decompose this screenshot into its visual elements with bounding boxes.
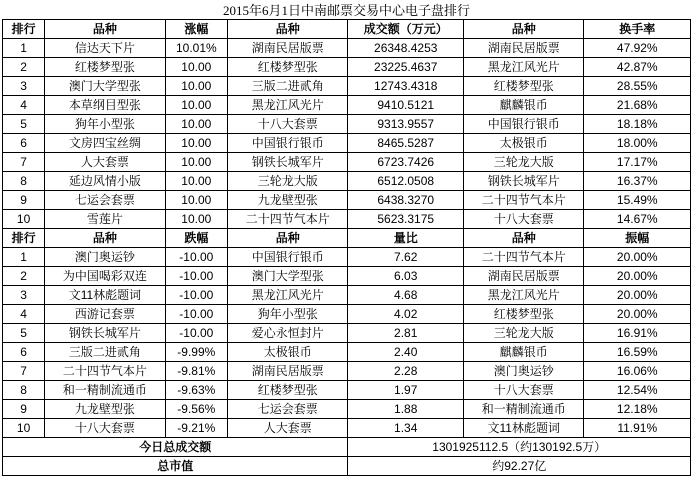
cell-variety-loss: 九龙壁型张 — [45, 400, 166, 419]
cell-variety-rate: 太极银币 — [463, 134, 584, 153]
cell-variety-volratio: 中国银行银币 — [227, 248, 348, 267]
cell-variety-gain: 澳门大学型张 — [45, 77, 166, 96]
cell-amplitude: 16.59% — [584, 343, 691, 362]
cell-rank: 8 — [3, 381, 45, 400]
cell-variety-gain: 七运会套票 — [45, 191, 166, 210]
table-header-row-losers — [3, 229, 691, 248]
cell-loss-pct: -10.00 — [165, 324, 227, 343]
cell-variety-rate: 麒麟银币 — [463, 96, 584, 115]
cell-gain-pct: 10.00 — [165, 153, 227, 172]
cell-rate: 21.68% — [584, 96, 691, 115]
cell-variety-loss: 十八大套票 — [45, 419, 166, 438]
cell-rank: 1 — [3, 248, 45, 267]
header-variety-gain: 品种 — [45, 20, 166, 39]
cell-variety-loss: 西游记套票 — [45, 305, 166, 324]
cell-rate: 14.67% — [584, 210, 691, 229]
cell-amplitude: 16.06% — [584, 362, 691, 381]
cell-rank: 1 — [3, 39, 45, 58]
cell-variety-rate: 湖南民居版票 — [463, 39, 584, 58]
header-variety-loss: 品种 — [45, 229, 166, 248]
table-row — [3, 267, 691, 286]
cell-amplitude: 11.91% — [584, 419, 691, 438]
header-turnover-amount: 成交额（万元） — [348, 20, 464, 39]
header-loss-pct: 跌幅 — [165, 229, 227, 248]
cell-rate: 15.49% — [584, 191, 691, 210]
cell-amount: 5623.3175 — [348, 210, 464, 229]
cell-rate: 17.17% — [584, 153, 691, 172]
cell-rate: 42.87% — [584, 58, 691, 77]
table-row — [3, 248, 691, 267]
cell-rank: 3 — [3, 286, 45, 305]
cell-amount: 23225.4637 — [348, 58, 464, 77]
cell-amplitude: 20.00% — [584, 267, 691, 286]
header-rank-2: 排行 — [3, 229, 45, 248]
cell-amplitude: 12.18% — [584, 400, 691, 419]
cell-variety-volratio: 湖南民居版票 — [227, 362, 348, 381]
cell-gain-pct: 10.00 — [165, 134, 227, 153]
header-variety-turnover-rate: 品种 — [463, 20, 584, 39]
page-title: 2015年6月1日中南邮票交易中心电子盘排行 — [222, 3, 470, 18]
cell-rank: 2 — [3, 58, 45, 77]
table-row — [3, 153, 691, 172]
cell-variety-gain: 信达天下片 — [45, 39, 166, 58]
table-header-row-gainers — [3, 20, 691, 39]
cell-loss-pct: -9.81% — [165, 362, 227, 381]
cell-variety-amount: 九龙壁型张 — [227, 191, 348, 210]
cell-variety-rate: 黑龙江风光片 — [463, 58, 584, 77]
cell-gain-pct: 10.00 — [165, 96, 227, 115]
cell-variety-amplitude: 湖南民居版票 — [463, 267, 584, 286]
cell-loss-pct: -9.21% — [165, 419, 227, 438]
header-variety-amplitude: 品种 — [463, 229, 584, 248]
cell-rank: 10 — [3, 210, 45, 229]
cell-volratio: 1.88 — [348, 400, 464, 419]
cell-variety-rate: 二十四节气本片 — [463, 191, 584, 210]
cell-amount: 8465.5287 — [348, 134, 464, 153]
summary-value-total-turnover: 1301925112.5（约130192.5万） — [348, 438, 691, 457]
cell-loss-pct: -10.00 — [165, 267, 227, 286]
cell-rank: 4 — [3, 305, 45, 324]
cell-amplitude: 20.00% — [584, 248, 691, 267]
cell-variety-amplitude: 和一精制流通币 — [463, 400, 584, 419]
cell-volratio: 6.03 — [348, 267, 464, 286]
cell-variety-gain: 人大套票 — [45, 153, 166, 172]
cell-gain-pct: 10.00 — [165, 191, 227, 210]
cell-rank: 10 — [3, 419, 45, 438]
cell-gain-pct: 10.00 — [165, 115, 227, 134]
cell-variety-amount: 十八大套票 — [227, 115, 348, 134]
cell-amount: 12743.4318 — [348, 77, 464, 96]
table-row — [3, 381, 691, 400]
cell-variety-rate: 红楼梦型张 — [463, 77, 584, 96]
cell-volratio: 2.40 — [348, 343, 464, 362]
header-amplitude: 振幅 — [584, 229, 691, 248]
cell-amount: 6512.0508 — [348, 172, 464, 191]
table-row — [3, 58, 691, 77]
cell-variety-amount: 二十四节气本片 — [227, 210, 348, 229]
cell-variety-loss: 二十四节气本片 — [45, 362, 166, 381]
cell-rank: 6 — [3, 343, 45, 362]
cell-variety-amount: 三版二进贰角 — [227, 77, 348, 96]
cell-variety-amplitude: 黑龙江风光片 — [463, 286, 584, 305]
cell-variety-volratio: 太极银币 — [227, 343, 348, 362]
cell-gain-pct: 10.00 — [165, 210, 227, 229]
ranking-table — [2, 19, 691, 476]
cell-variety-rate: 钢铁长城军片 — [463, 172, 584, 191]
cell-variety-gain: 延边风情小版 — [45, 172, 166, 191]
cell-variety-amplitude: 红楼梦型张 — [463, 305, 584, 324]
header-turnover-rate: 换手率 — [584, 20, 691, 39]
cell-variety-gain: 本草纲目型张 — [45, 96, 166, 115]
cell-variety-loss: 三版二进贰角 — [45, 343, 166, 362]
cell-variety-volratio: 黑龙江风光片 — [227, 286, 348, 305]
table-row — [3, 343, 691, 362]
table-row — [3, 172, 691, 191]
cell-variety-rate: 十八大套票 — [463, 210, 584, 229]
cell-variety-amplitude: 文11林彪题词 — [463, 419, 584, 438]
cell-variety-amount: 三轮龙大版 — [227, 172, 348, 191]
cell-variety-amplitude: 二十四节气本片 — [463, 248, 584, 267]
cell-variety-volratio: 人大套票 — [227, 419, 348, 438]
table-row — [3, 115, 691, 134]
cell-gain-pct: 10.00 — [165, 172, 227, 191]
cell-loss-pct: -9.63% — [165, 381, 227, 400]
table-row — [3, 305, 691, 324]
cell-variety-amount: 湖南民居版票 — [227, 39, 348, 58]
table-row — [3, 96, 691, 115]
summary-label-market-cap: 总市值 — [3, 457, 348, 476]
cell-variety-amount: 钢铁长城军片 — [227, 153, 348, 172]
cell-amplitude: 16.91% — [584, 324, 691, 343]
table-row — [3, 324, 691, 343]
cell-loss-pct: -10.00 — [165, 248, 227, 267]
cell-variety-loss: 钢铁长城军片 — [45, 324, 166, 343]
cell-amount: 9313.9557 — [348, 115, 464, 134]
cell-variety-amount: 黑龙江风光片 — [227, 96, 348, 115]
table-row — [3, 134, 691, 153]
cell-loss-pct: -10.00 — [165, 305, 227, 324]
cell-amount: 9410.5121 — [348, 96, 464, 115]
cell-variety-gain: 雪莲片 — [45, 210, 166, 229]
cell-rank: 8 — [3, 172, 45, 191]
cell-variety-rate: 三轮龙大版 — [463, 153, 584, 172]
header-volume-ratio: 量比 — [348, 229, 464, 248]
cell-rate: 18.18% — [584, 115, 691, 134]
cell-variety-gain: 红楼梦型张 — [45, 58, 166, 77]
cell-rate: 28.55% — [584, 77, 691, 96]
summary-row-total-turnover — [3, 438, 691, 457]
cell-variety-volratio: 爱心永恒封片 — [227, 324, 348, 343]
cell-variety-amount: 红楼梦型张 — [227, 58, 348, 77]
cell-amplitude: 12.54% — [584, 381, 691, 400]
cell-variety-amplitude: 澳门奥运钞 — [463, 362, 584, 381]
table-row — [3, 191, 691, 210]
cell-rank: 9 — [3, 400, 45, 419]
cell-rank: 5 — [3, 115, 45, 134]
cell-volratio: 4.68 — [348, 286, 464, 305]
cell-volratio: 2.81 — [348, 324, 464, 343]
cell-variety-volratio: 狗年小型张 — [227, 305, 348, 324]
cell-rank: 9 — [3, 191, 45, 210]
cell-variety-volratio: 红楼梦型张 — [227, 381, 348, 400]
cell-amplitude: 20.00% — [584, 286, 691, 305]
table-row — [3, 419, 691, 438]
cell-volratio: 7.62 — [348, 248, 464, 267]
summary-row-market-cap — [3, 457, 691, 476]
cell-loss-pct: -9.56% — [165, 400, 227, 419]
cell-amplitude: 20.00% — [584, 305, 691, 324]
cell-gain-pct: 10.00 — [165, 58, 227, 77]
cell-gain-pct: 10.00 — [165, 77, 227, 96]
cell-variety-volratio: 澳门大学型张 — [227, 267, 348, 286]
cell-rate: 18.00% — [584, 134, 691, 153]
table-row — [3, 286, 691, 305]
summary-value-market-cap: 约92.27亿 — [348, 457, 691, 476]
cell-amount: 6723.7426 — [348, 153, 464, 172]
cell-variety-amplitude: 麒麟银币 — [463, 343, 584, 362]
cell-loss-pct: -10.00 — [165, 286, 227, 305]
cell-variety-volratio: 七运会套票 — [227, 400, 348, 419]
cell-variety-loss: 为中国喝彩双连 — [45, 267, 166, 286]
cell-rank: 2 — [3, 267, 45, 286]
table-row — [3, 210, 691, 229]
cell-variety-loss: 和一精制流通币 — [45, 381, 166, 400]
table-row — [3, 400, 691, 419]
cell-variety-amplitude: 三轮龙大版 — [463, 324, 584, 343]
cell-loss-pct: -9.99% — [165, 343, 227, 362]
cell-variety-gain: 狗年小型张 — [45, 115, 166, 134]
cell-volratio: 1.97 — [348, 381, 464, 400]
header-variety-volume-ratio: 品种 — [227, 229, 348, 248]
table-row — [3, 39, 691, 58]
cell-volratio: 1.34 — [348, 419, 464, 438]
cell-rank: 3 — [3, 77, 45, 96]
header-rank: 排行 — [3, 20, 45, 39]
cell-rate: 47.92% — [584, 39, 691, 58]
header-variety-turnover-amt: 品种 — [227, 20, 348, 39]
cell-volratio: 4.02 — [348, 305, 464, 324]
cell-rate: 16.37% — [584, 172, 691, 191]
cell-amount: 6438.3270 — [348, 191, 464, 210]
header-gain-pct: 涨幅 — [165, 20, 227, 39]
cell-rank: 5 — [3, 324, 45, 343]
cell-rank: 6 — [3, 134, 45, 153]
cell-variety-amplitude: 十八大套票 — [463, 381, 584, 400]
cell-variety-rate: 中国银行银币 — [463, 115, 584, 134]
cell-rank: 7 — [3, 362, 45, 381]
cell-gain-pct: 10.01% — [165, 39, 227, 58]
cell-variety-loss: 文11林彪题词 — [45, 286, 166, 305]
table-row — [3, 77, 691, 96]
cell-amount: 26348.4253 — [348, 39, 464, 58]
cell-volratio: 2.28 — [348, 362, 464, 381]
summary-label-total-turnover: 今日总成交额 — [3, 438, 348, 457]
cell-variety-amount: 中国银行银币 — [227, 134, 348, 153]
table-row — [3, 362, 691, 381]
cell-rank: 4 — [3, 96, 45, 115]
cell-rank: 7 — [3, 153, 45, 172]
cell-variety-gain: 文房四宝丝绸 — [45, 134, 166, 153]
cell-variety-loss: 澳门奥运钞 — [45, 248, 166, 267]
